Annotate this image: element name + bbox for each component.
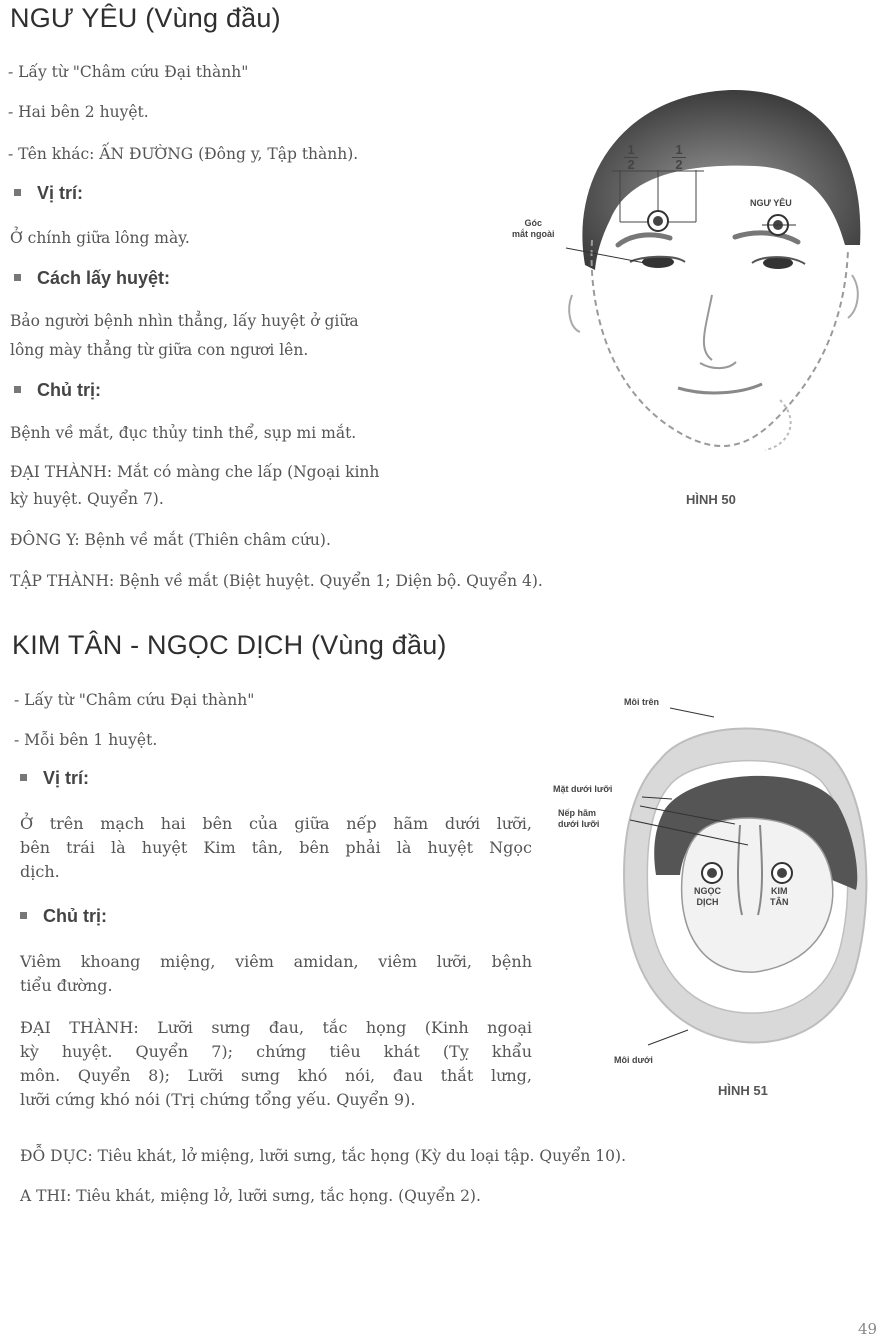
chu-tri-heading-2: Chủ trị:	[20, 906, 107, 927]
label-moi-tren: Môi trên	[624, 697, 659, 707]
fraction-right: 1 2	[672, 143, 686, 172]
a-thi-text: A THI: Tiêu khát, miệng lở, lưỡi sưng, tắc họng. (Quyển 2).	[20, 1187, 481, 1205]
label-ngu-yeu: NGƯ YÊU	[750, 198, 792, 208]
bullet-icon	[14, 189, 21, 196]
point-count-line-2: - Mỗi bên 1 huyệt.	[14, 731, 158, 749]
figure-50-face-illustration	[500, 70, 880, 510]
figure-51-caption: HÌNH 51	[718, 1083, 768, 1098]
figure-51-mouth-illustration	[600, 700, 880, 1060]
bullet-icon	[20, 774, 27, 781]
bullet-icon	[14, 386, 21, 393]
vi-tri-heading-2: Vị trí:	[20, 768, 89, 789]
section1-title: NGƯ YÊU (Vùng đầu)	[10, 3, 281, 33]
dong-y-text: ĐÔNG Y: Bệnh về mắt (Thiên châm cứu).	[10, 531, 331, 549]
label-ngoc-dich: NGỌC DỊCH	[694, 886, 721, 907]
source-line: - Lấy từ "Châm cứu Đại thành"	[8, 63, 249, 81]
section2-title: KIM TÂN - NGỌC DỊCH (Vùng đầu)	[12, 630, 447, 660]
chu-tri-heading: Chủ trị:	[14, 380, 101, 401]
label-nep-ham-duoi-luoi: Nếp hãm dưới lưỡi	[558, 808, 600, 829]
vi-tri-text: Ở chính giữa lông mày.	[10, 229, 190, 247]
cach-lay-text-1: Bảo người bệnh nhìn thẳng, lấy huyệt ở giữa	[10, 312, 359, 330]
vi-tri-text-2: Ở trên mạch hai bên của giữa nếp hãm dưới lưỡi, bên trái là huyệt Kim tân, bên phải là huyệt Ngọc dịch.	[20, 814, 532, 881]
dai-thanh-text-2: kỳ huyệt. Quyển 7).	[10, 490, 164, 508]
source-line-2: - Lấy từ "Châm cứu Đại thành"	[14, 691, 255, 709]
label-kim-tan: KIM TÂN	[770, 886, 789, 907]
label-mat-duoi-luoi: Mặt dưới lưỡi	[553, 784, 613, 794]
alias-line: - Tên khác: ẤN ĐƯỜNG (Đông y, Tập thành).	[8, 145, 359, 163]
label-moi-duoi: Môi dưới	[614, 1055, 653, 1065]
bullet-icon	[14, 274, 21, 281]
point-count-line: - Hai bên 2 huyệt.	[8, 103, 149, 121]
bullet-icon	[20, 912, 27, 919]
figure-50-caption: HÌNH 50	[686, 492, 736, 507]
do-duc-text: ĐỖ DỤC: Tiêu khát, lở miệng, lưỡi sưng, tắc họng (Kỳ du loại tập. Quyển 10).	[20, 1147, 626, 1165]
cach-lay-heading: Cách lấy huyệt:	[14, 268, 170, 289]
label-goc-mat-ngoai: Góc mắt ngoài	[512, 218, 555, 239]
dai-thanh-text-1: ĐẠI THÀNH: Mắt có màng che lấp (Ngoại kinh	[10, 463, 380, 481]
cach-lay-text-2: lông mày thẳng từ giữa con ngươi lên.	[10, 341, 309, 359]
page-number: 49	[858, 1320, 878, 1338]
tap-thanh-text: TẬP THÀNH: Bệnh về mắt (Biệt huyệt. Quyển 1; Diện bộ. Quyển 4).	[10, 572, 543, 590]
fraction-left: 1 2	[624, 143, 638, 172]
dai-thanh-text-block-2: ĐẠI THÀNH: Lưỡi sưng đau, tắc họng (Kinh ngoại kỳ huyệt. Quyển 7); chứng tiêu khát (Tỵ khẩu môn. Quyển 8); Lưỡi sưng khó nói, đau thắt lưng, lưỡi cứng khó nói (Trị chứng tổng yếu. Quyển 9).	[20, 1018, 532, 1109]
chu-tri-text: Bệnh về mắt, đục thủy tinh thể, sụp mi mắt.	[10, 424, 357, 442]
chu-tri-text-2: Viêm khoang miệng, viêm amidan, viêm lưỡi, bệnh tiểu đường.	[20, 952, 532, 995]
vi-tri-heading: Vị trí:	[14, 183, 83, 204]
